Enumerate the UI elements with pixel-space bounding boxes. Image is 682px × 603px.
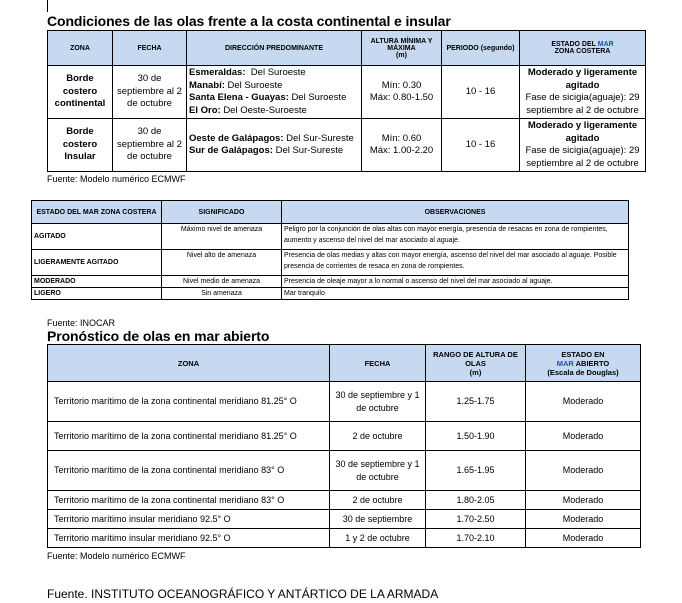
- source-note: Fuente: Modelo numérico ECMWF: [47, 174, 186, 184]
- table-header-row: [48, 31, 646, 66]
- altura-max: Máx: 0.80-1.50: [369, 92, 434, 103]
- estado-cell: Moderado: [526, 382, 641, 422]
- fecha-cell: 30 de septiembre: [330, 510, 426, 529]
- table-header-row: [48, 345, 641, 382]
- col-estado: ESTADO DEL MAR ZONA COSTERA: [32, 201, 162, 224]
- direction-value: Del Suroeste: [250, 67, 306, 78]
- col-significado: SIGNIFICADO: [162, 201, 282, 224]
- table-row: [48, 491, 641, 510]
- fecha-cell: 2 de octubre: [330, 491, 426, 510]
- estado-cell: MODERADO: [32, 276, 162, 288]
- altura-cell: [362, 66, 442, 119]
- fase-text: Fase de sicigia(aguaje): 29 septiembre al 2 de octubre: [525, 145, 640, 169]
- col-estado-c: (Escala de Douglas): [547, 367, 619, 377]
- altura-cell: [362, 119, 442, 172]
- periodo-cell: 10 - 16: [442, 119, 520, 172]
- col-zona: ZONA: [48, 31, 113, 66]
- zona-cell: Borde costero Insular: [48, 119, 113, 172]
- estado-cell: LIGERAMENTE AGITADO: [32, 250, 162, 276]
- direction-value: Del Sur-Sureste: [275, 145, 344, 156]
- col-periodo: PERIODO (segundo): [442, 31, 520, 66]
- observaciones-cell: Presencia de oleaje mayor a lo normal o ascenso del nivel del mar asociado al aguaje.: [282, 276, 629, 288]
- direccion-cell: [187, 66, 362, 119]
- direction-line: [189, 133, 359, 146]
- zona-cell: Territorio marítimo insular meridiano 92.5° O: [48, 529, 330, 548]
- estado-cell: Moderado: [526, 422, 641, 451]
- direction-place: Esmeraldas:: [189, 67, 246, 78]
- altura-min: Mín: 0.60: [381, 132, 422, 144]
- col-fecha: FECHA: [113, 31, 187, 66]
- altura-min: Mín: 0.30: [381, 79, 422, 91]
- estado-cell: Moderado: [526, 529, 641, 548]
- source-note: Fuente: Modelo numérico ECMWF: [47, 551, 186, 561]
- section1-title: Condiciones de las olas frente a la costa continental e insular: [47, 13, 451, 29]
- direction-line: [189, 67, 359, 80]
- col-estado-mar: MAR: [597, 41, 614, 48]
- direction-place: Sur de Galápagos:: [189, 145, 273, 156]
- open-sea-forecast-table: [47, 344, 641, 548]
- col-estado-b: ZONA COSTERA: [554, 48, 611, 55]
- text-cursor: [47, 0, 48, 12]
- zona-cell: Territorio marítimo de la zona continental meridiano 83° O: [48, 451, 330, 491]
- zona-cell: Territorio marítimo insular meridiano 92.5° O: [48, 510, 330, 529]
- col-altura-label: ALTURA MÍNIMA Y MÁXIMA: [370, 37, 433, 52]
- direction-place: Manabí:: [189, 79, 225, 91]
- significado-cell: Sin amenaza: [162, 288, 282, 300]
- col-estado-a: ESTADO EN: [561, 349, 605, 359]
- direction-value: Del Suroeste: [291, 92, 347, 103]
- table-row: [48, 510, 641, 529]
- fecha-cell: 30 de septiembre al 2 de octubre: [113, 119, 187, 172]
- significado-cell: Nivel alto de amenaza: [162, 250, 282, 276]
- col-estado-mar: MAR: [556, 358, 574, 368]
- direction-place: Santa Elena - Guayas:: [189, 92, 289, 103]
- col-fecha: FECHA: [330, 345, 426, 382]
- fecha-cell: 30 de septiembre y 1 de octubre: [330, 451, 426, 491]
- observaciones-cell: Presencia de olas medias y altas con mayor energía, ascenso del nivel del mar asociado al aguaje. Posible presencia de corrientes de resaca en zona de rompientes.: [282, 250, 629, 276]
- estado-cell: [520, 66, 646, 119]
- estado-value: Moderado y ligeramente agitado: [527, 120, 638, 144]
- col-zona: ZONA: [48, 345, 330, 382]
- table-row: [48, 451, 641, 491]
- zona-cell: Territorio marítimo de la zona continental meridiano 81.25° O: [48, 422, 330, 451]
- altura-max: Máx: 1.00-2.20: [369, 145, 434, 156]
- table-row: [32, 250, 629, 276]
- source-note: Fuente: INOCAR: [47, 318, 116, 328]
- direction-value: Del Suroeste: [227, 79, 283, 91]
- rango-cell: 1.50-1.90: [426, 422, 526, 451]
- col-altura: [362, 31, 442, 66]
- rango-cell: 1.80-2.05: [426, 491, 526, 510]
- col-altura-unit: (m): [396, 51, 407, 59]
- col-estado-b: ABIERTO: [575, 358, 610, 368]
- table-row: [32, 276, 629, 288]
- col-rango-label: RANGO DE ALTURA DE OLAS: [433, 349, 518, 368]
- sea-state-legend-table: [31, 200, 629, 300]
- significado-cell: Máximo nivel de amenaza: [162, 224, 282, 250]
- observaciones-cell: Mar tranquilo: [282, 288, 629, 300]
- table-row: [48, 529, 641, 548]
- direction-line: [189, 145, 359, 158]
- direction-value: Del Sur-Sureste: [286, 132, 354, 144]
- table-row: [32, 224, 629, 250]
- direction-line: [189, 105, 359, 118]
- rango-cell: 1.70-2.10: [426, 529, 526, 548]
- periodo-cell: 10 - 16: [442, 66, 520, 119]
- fase-text: Fase de sicigia(aguaje): 29 septiembre al 2 de octubre: [525, 92, 640, 116]
- table-row: [48, 382, 641, 422]
- direction-line: [189, 80, 359, 93]
- col-observaciones: OBSERVACIONES: [282, 201, 629, 224]
- zona-cell: Territorio marítimo de la zona continental meridiano 81.25° O: [48, 382, 330, 422]
- fecha-cell: 30 de septiembre al 2 de octubre: [113, 66, 187, 119]
- significado-cell: Nivel medio de amenaza: [162, 276, 282, 288]
- table-row: [32, 288, 629, 300]
- direccion-cell: [187, 119, 362, 172]
- direction-value: Del Oeste-Suroeste: [223, 104, 307, 116]
- col-estado: [520, 31, 646, 66]
- col-direccion: DIRECCIÓN PREDOMINANTE: [187, 31, 362, 66]
- rango-cell: 1.70-2.50: [426, 510, 526, 529]
- table-header-row: [32, 201, 629, 224]
- col-rango-unit: (m): [469, 367, 482, 377]
- table-row: [48, 66, 646, 119]
- observaciones-cell: Peligro por la conjunción de olas altas con mayor energía, presencia de resacas en zona de rompientes, aumento y ascenso del nivel del mar asociado al aguaje.: [282, 224, 629, 250]
- fecha-cell: 1 y 2 de octubre: [330, 529, 426, 548]
- direction-place: El Oro:: [189, 104, 221, 116]
- zona-cell: Borde costero continental: [48, 66, 113, 119]
- rango-cell: 1.25-1.75: [426, 382, 526, 422]
- fecha-cell: 30 de septiembre y 1 de octubre: [330, 382, 426, 422]
- direction-line: [189, 92, 359, 105]
- estado-cell: Moderado: [526, 510, 641, 529]
- estado-cell: Moderado: [526, 451, 641, 491]
- table-row: [48, 119, 646, 172]
- estado-cell: LIGERO: [32, 288, 162, 300]
- estado-value: Moderado y ligeramente agitado: [527, 67, 638, 91]
- table-row: [48, 422, 641, 451]
- estado-cell: [520, 119, 646, 172]
- zona-cell: Territorio marítimo de la zona continental meridiano 83° O: [48, 491, 330, 510]
- col-rango: [426, 345, 526, 382]
- col-estado-a: ESTADO DEL: [551, 41, 596, 48]
- coastal-waves-table: [47, 30, 646, 172]
- rango-cell: 1.65-1.95: [426, 451, 526, 491]
- fecha-cell: 2 de octubre: [330, 422, 426, 451]
- section3-title: Pronóstico de olas en mar abierto: [47, 328, 270, 344]
- col-estado: [526, 345, 641, 382]
- footer-source: Fuente. INSTITUTO OCEANOGRÁFICO Y ANTÁRTICO DE LA ARMADA: [47, 587, 439, 601]
- estado-cell: AGITADO: [32, 224, 162, 250]
- direction-place: Oeste de Galápagos:: [189, 132, 284, 144]
- estado-cell: Moderado: [526, 491, 641, 510]
